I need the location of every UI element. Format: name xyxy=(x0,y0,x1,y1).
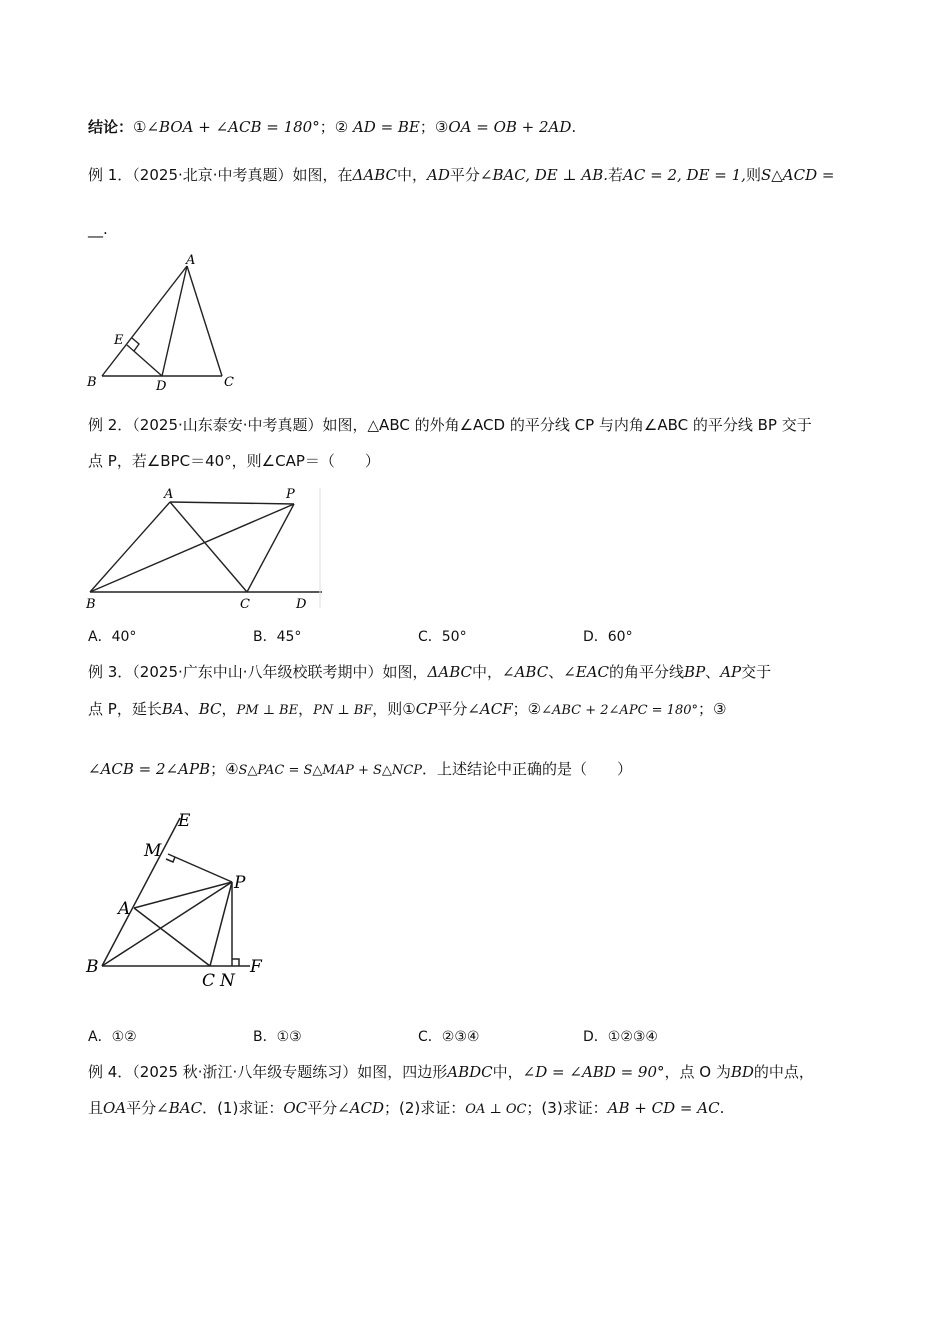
ex3-l2-math-5: CP xyxy=(415,700,438,718)
ex1-text-3: 若 xyxy=(608,166,624,184)
ex4-l1-text-2: ，点 O 为 xyxy=(664,1063,731,1081)
ex4-l1-math-2: ∠D = ∠ABD = 90° xyxy=(522,1063,665,1081)
conclusion-sep-2: ；③ xyxy=(419,118,449,136)
ex3-l1-math-1: ΔABC xyxy=(427,663,472,681)
ex3-l1-math-5: AP xyxy=(720,663,742,681)
fig3-right-angle-m xyxy=(166,857,175,862)
ex3-l2-text-6: 平分 xyxy=(437,700,468,718)
ex2-choice-a[interactable]: A．40° xyxy=(88,629,137,645)
ex4-l2-text-5: ；(2)求证： xyxy=(384,1099,466,1117)
figure-3 xyxy=(82,804,282,996)
ex3-choices xyxy=(88,1026,788,1048)
ex2-line-1: 例 2．（2025·山东泰安·中考真题）如图，△ABC 的外角∠ACD 的平分线 CP 与内角∠ABC 的平分线 BP 交于 xyxy=(88,416,812,434)
ex3-l1-text-5: 交于 xyxy=(741,663,772,681)
ex1-text-1: 中， xyxy=(396,166,427,184)
fig2-line-ac xyxy=(170,502,247,592)
fig3-label-p: P xyxy=(234,873,246,893)
fig1-label-d: D xyxy=(156,379,167,392)
fig2-label-p: P xyxy=(286,487,295,502)
ex3-line-2 xyxy=(88,698,726,722)
fig1-label-c: C xyxy=(224,375,234,390)
ex1-math-1: ΔABC xyxy=(352,166,397,184)
ex4-l2-text-3: ．(1)求证： xyxy=(202,1099,284,1117)
ex3-l2-math-2: BC xyxy=(198,700,222,718)
ex3-l2-text-5: ，则① xyxy=(372,700,416,718)
ex4-line-2 xyxy=(88,1097,724,1121)
ex4-l2-text-4: 平分 xyxy=(307,1099,338,1117)
ex3-l2-math-6: ∠ACF xyxy=(467,700,513,718)
conclusion-mark-1: ① xyxy=(133,118,147,136)
ex1-math-3: ∠BAC, DE ⊥ AB. xyxy=(479,166,609,184)
ex3-l2-text-1: 点 P，延长 xyxy=(88,700,162,718)
ex3-l3-text-2: ．上述结论中正确的是（ ） xyxy=(421,760,632,778)
ex3-choice-a[interactable]: A．①② xyxy=(88,1029,137,1045)
ex3-l2-math-1: BA xyxy=(161,700,184,718)
ex3-l1-math-3: ∠EAC xyxy=(563,663,610,681)
ex1-math-4: AC = 2, DE = 1, xyxy=(623,166,746,184)
ex2-choice-c[interactable]: C．50° xyxy=(418,629,467,645)
fig3-label-c: C xyxy=(202,971,216,991)
fig3-ray-be xyxy=(102,818,180,966)
ex3-l2-text-4: ， xyxy=(298,700,314,718)
ex3-l2-math-4: PN ⊥ BF xyxy=(313,703,373,718)
fig3-line-ac xyxy=(134,908,210,966)
ex4-l2-math-6: AB + CD = AC xyxy=(607,1099,720,1117)
figure-2 xyxy=(82,482,327,614)
fig3-line-ap xyxy=(134,882,232,908)
ex4-l2-text-2: 平分 xyxy=(126,1099,157,1117)
ex4-l1-math-3: BD xyxy=(730,1063,754,1081)
fig2-label-c: C xyxy=(240,597,250,612)
fig3-label-e: E xyxy=(178,811,191,831)
fig3-label-n: N xyxy=(220,971,235,991)
fig1-label-a: A xyxy=(186,253,196,268)
fig2-line-ap xyxy=(170,502,294,504)
fig3-label-a: A xyxy=(118,899,131,919)
fig3-label-m: M xyxy=(144,841,162,861)
fig3-label-b: B xyxy=(86,957,99,977)
fig2-line-cp xyxy=(247,504,294,592)
ex3-l2-text-3: ， xyxy=(221,700,237,718)
ex4-l1-text-3: 的中点， xyxy=(753,1063,814,1081)
fig1-right-angle-mark xyxy=(132,338,139,351)
ex3-choice-d[interactable]: D．①②③④ xyxy=(583,1029,658,1045)
ex3-choice-b[interactable]: B．①③ xyxy=(253,1029,302,1045)
fig3-label-f: F xyxy=(250,957,262,977)
conclusion-label: 结论： xyxy=(88,118,134,136)
example-1-line xyxy=(88,164,834,186)
ex3-l1-prefix: 例 3．（2025·广东中山·八年级校联考期中）如图， xyxy=(88,663,428,681)
ex3-l2-text-7: ；② xyxy=(512,700,542,718)
ex4-l1-prefix: 例 4．（2025 秋·浙江·八年级专题练习）如图，四边形 xyxy=(88,1063,448,1081)
conclusion-formula-1: ∠BOA + ∠ACB = 180° xyxy=(146,118,320,136)
ex3-l1-text-4: 、 xyxy=(705,663,721,681)
ex2-choices xyxy=(88,626,788,648)
ex3-line-1 xyxy=(88,661,771,683)
fig2-label-a: A xyxy=(164,487,174,502)
fig3-line-bp xyxy=(102,882,232,966)
ex4-l2-math-5: OA ⊥ OC xyxy=(465,1102,527,1117)
ex3-l2-math-3: PM ⊥ BE xyxy=(236,703,299,718)
ex4-l1-text-1: 中， xyxy=(492,1063,523,1081)
ex2-choice-b[interactable]: B．45° xyxy=(253,629,302,645)
conclusion-line xyxy=(88,116,576,138)
fig2-line-bp xyxy=(90,504,294,592)
figure-1 xyxy=(82,252,252,392)
ex4-line-1 xyxy=(88,1061,814,1083)
ex1-prefix: 例 1．（2025·北京·中考真题）如图，在 xyxy=(88,166,353,184)
ex3-l1-math-2: ∠ABC xyxy=(502,663,549,681)
ex4-l2-math-4: ∠ACD xyxy=(337,1099,385,1117)
ex4-l2-math-1: OA xyxy=(103,1099,127,1117)
conclusion-sep-1: ；② xyxy=(319,118,353,136)
fig1-line-de xyxy=(127,345,162,376)
ex4-l2-math-3: OC xyxy=(283,1099,308,1117)
ex4-l2-text-6: ；(3)求证： xyxy=(526,1099,608,1117)
ex3-l1-text-2: 、 xyxy=(548,663,564,681)
ex3-l3-math-2: S△PAC = S△MAP + S△NCP xyxy=(238,763,422,778)
fig1-line-ac xyxy=(187,266,222,376)
ex3-l1-text-1: 中， xyxy=(471,663,502,681)
ex3-choice-c[interactable]: C．②③④ xyxy=(418,1029,480,1045)
conclusion-formula-3: OA = OB + 2AD xyxy=(448,118,572,136)
ex3-l2-math-7: ∠ABC + 2∠APC = 180° xyxy=(541,703,698,718)
fig3-right-angle-n xyxy=(232,959,239,966)
ex1-text-4: 则 xyxy=(745,166,761,184)
fig2-label-b: B xyxy=(86,597,96,612)
ex3-l1-text-3: 的角平分线 xyxy=(609,663,685,681)
ex1-text-2: 平分 xyxy=(449,166,480,184)
conclusion-end: . xyxy=(571,118,577,136)
ex4-l2-text-1: 且 xyxy=(88,1099,104,1117)
ex1-math-5: S△ACD = xyxy=(760,166,835,184)
fig3-line-pm xyxy=(168,854,232,882)
ex4-l1-math-1: ABDC xyxy=(447,1063,493,1081)
conclusion-formula-2: AD = BE xyxy=(352,118,420,136)
ex2-choice-d[interactable]: D．60° xyxy=(583,629,633,645)
ex3-l2-text-8: ；③ xyxy=(698,700,727,718)
ex1-math-2: AD xyxy=(427,166,450,184)
fig2-label-d: D xyxy=(296,597,307,612)
ex4-l2-text-7: . xyxy=(719,1099,725,1117)
fig2-line-ba xyxy=(90,502,170,592)
ex3-l1-math-4: BP xyxy=(684,663,706,681)
ex4-l2-math-2: ∠BAC xyxy=(156,1099,203,1117)
ex3-l3-text-1: ；④ xyxy=(210,760,239,778)
ex2-line-2: 点 P，若∠BPC＝40°，则∠CAP＝（ ） xyxy=(88,452,380,470)
ex3-l3-math-1: ∠ACB = 2∠APB xyxy=(88,760,211,778)
ex3-l2-text-2: 、 xyxy=(183,700,199,718)
ex3-line-3 xyxy=(88,758,632,782)
ex1-answer-blank: __. xyxy=(88,220,108,238)
fig1-label-b: B xyxy=(87,375,97,390)
fig1-label-e: E xyxy=(114,333,124,348)
